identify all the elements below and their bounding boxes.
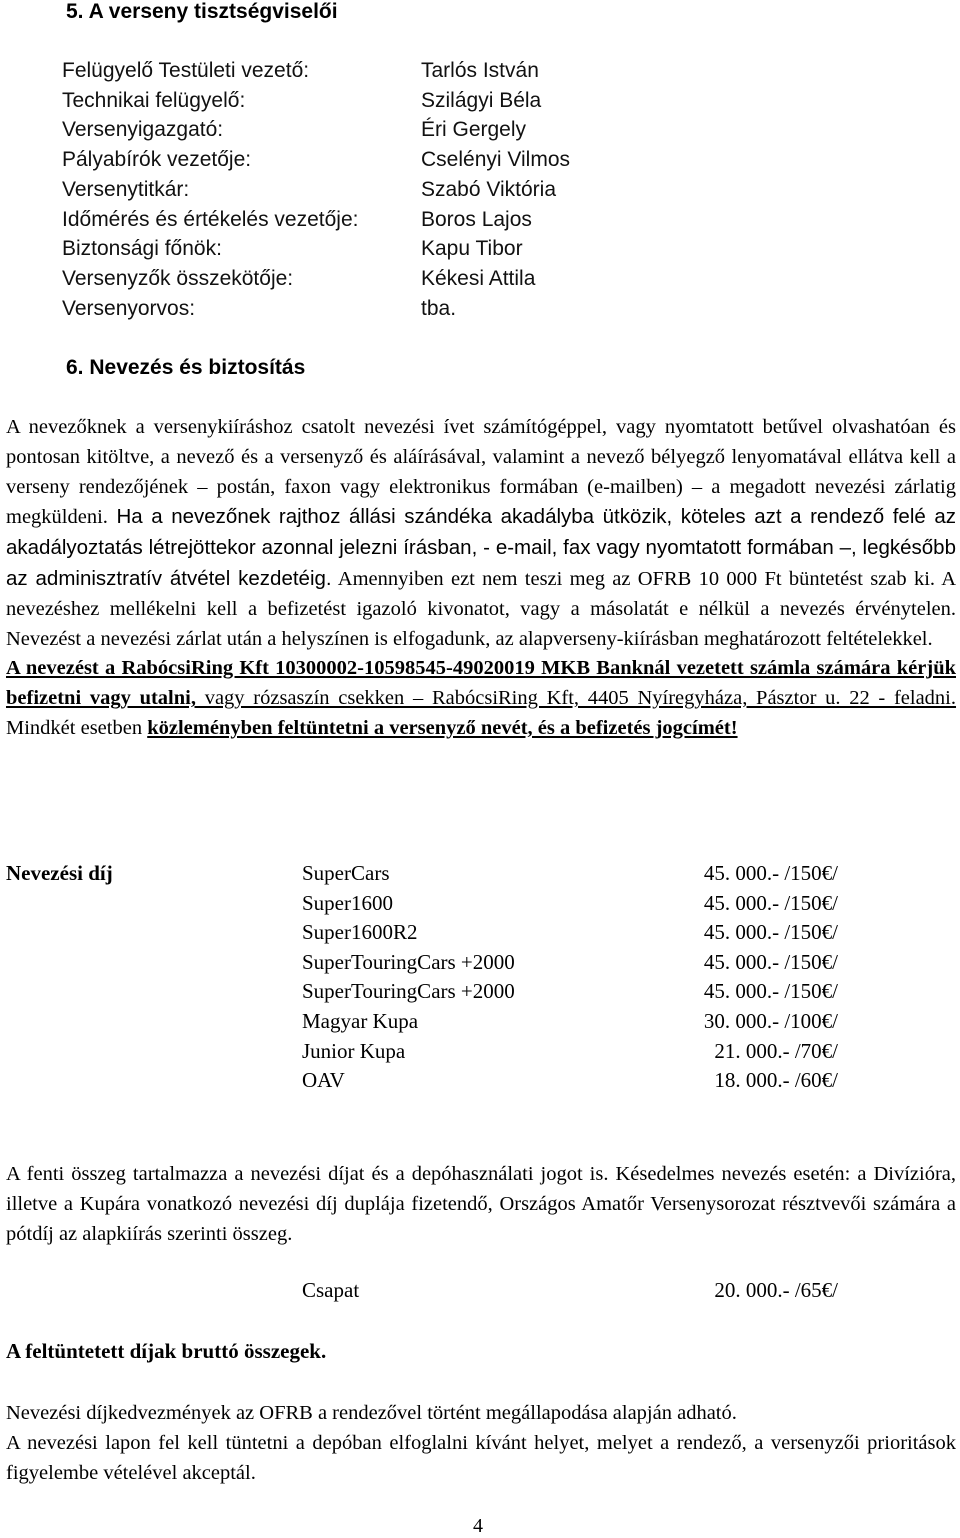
entry-text-b: Ha a nevezőnek rajthoz állási szándéka akadályba ütközik, köteles azt a rendező felé az akadályoztatás létrejöttekor azonnal jelezni írásban, - e-mail, fax vagy nyomtatott formában –, legkésőbb az adminisztratív átvétel kezdetéig. <box>6 505 956 590</box>
official-name: Szilágyi Béla <box>421 88 542 112</box>
payment-plain: vagy rózsaszín csekken – RabócsiRing Kft, 4405 Nyíregyháza, Pásztor u. 22 - feladni. <box>195 687 957 710</box>
fee-amount: 45. 000.- /150€/ <box>703 861 838 885</box>
fee-label: Nevezési díj <box>6 861 113 885</box>
section-6-heading: 6. Nevezés és biztosítás <box>66 356 306 379</box>
fee-amount: 18. 000.- /60€/ <box>714 1068 838 1093</box>
official-name: Kékesi Attila <box>421 266 536 290</box>
official-name: tba. <box>421 296 457 320</box>
payment-bold: A nevezést a RabócsiRing Kft 10300002-10598545-49020019 MKB Banknál vezetett számla számára kérjük befizetni vagy utalni, <box>6 657 956 710</box>
entry-text-c: Amennyiben ezt nem teszi meg az OFRB 10 000 Ft büntetést szab ki. A nevezéshez mellékelni kell a befizetést igazoló kivonatot, vagy a másolatát e nélkül a nevezés érvénytelen. Nevezést a nevezési zárlat után a helyszínen is elfogadunk, az alapverseny-kiírásban meghatározott feltételekkel. <box>6 567 956 650</box>
section-5-heading: 5. A verseny tisztségviselői <box>66 0 338 23</box>
page-number: 4 <box>473 1515 483 1537</box>
official-role: Versenyorvos: <box>62 296 196 320</box>
fee-category: Super1600 <box>302 890 393 915</box>
official-name: Szabó Viktória <box>421 177 557 201</box>
fee-amount: 30. 000.- /100€/ <box>703 1009 838 1033</box>
official-name: Tarlós István <box>421 59 539 82</box>
official-name: Cselényi Vilmos <box>421 148 570 172</box>
official-role: Versenyzők összekötője: <box>62 266 294 290</box>
fee-category: Super1600R2 <box>302 920 418 945</box>
official-name: Boros Lajos <box>421 207 532 231</box>
team-category: Csapat <box>302 1278 360 1302</box>
entry-paragraph <box>6 413 956 744</box>
fee-amount: 45. 000.- /150€/ <box>703 979 838 1004</box>
official-name: Kapu Tibor <box>421 237 523 261</box>
fee-category: OAV <box>302 1068 345 1093</box>
fee-note: A fenti összeg tartalmazza a nevezési díjat és a depóhasználati jogot is. Késedelmes nevezés esetén: a Divízióra, illetve a Kupára vonatkozó nevezési díj duplája fizetendő, Országos Amatőr Versenysorozat résztvevői számára a pótdíj az alapkiírás szerinti összeg. <box>6 1163 956 1245</box>
discount-note: Nevezési díjkedvezmények az OFRB a rendezővel történt megállapodása alapján adható. <box>6 1402 737 1424</box>
fee-category: SuperTouringCars +2000 <box>302 979 515 1004</box>
fee-category: SuperCars <box>302 861 390 885</box>
fee-amount: 45. 000.- /150€/ <box>703 949 838 974</box>
fee-amount: 21. 000.- /70€/ <box>714 1038 838 1063</box>
depot-note: A nevezési lapon fel kell tüntetni a depóban elfoglalni kívánt helyet, melyet a rendező, a versenyzői prioritások figyelembe vételével akceptál. <box>6 1432 956 1484</box>
entry-text-a: A nevezőknek a versenykiíráshoz csatolt nevezési ívet számítógéppel, vagy nyomtatott betűvel olvashatóan és pontosan kitöltve, a nevező és a versenyző és aláírásával, valamint a nevező bélyegző lenyomatával ellátva kell a verseny rendezőjének – postán, faxon vagy elektronikus formában (e-mailben) – a megadott nevezési zárlatig megküldeni. <box>6 416 956 529</box>
official-role: Biztonsági főnök: <box>62 237 222 261</box>
fee-amount: 45. 000.- /150€/ <box>703 920 838 945</box>
official-role: Versenytitkár: <box>62 177 190 201</box>
fee-category: SuperTouringCars +2000 <box>302 949 515 974</box>
payment-bold-2: közleményben feltüntetni a versenyző nevét, és a befizetés jogcímét! <box>147 716 738 739</box>
official-name: Éri Gergely <box>421 118 527 142</box>
fee-category: Magyar Kupa <box>302 1009 419 1033</box>
team-amount: 20. 000.- /65€/ <box>714 1278 838 1302</box>
official-role: Felügyelő Testületi vezető: <box>62 59 310 82</box>
fee-amount: 45. 000.- /150€/ <box>703 890 838 915</box>
official-role: Technikai felügyelő: <box>62 88 246 112</box>
payment-plain-2: Mindkét esetben <box>6 716 148 739</box>
gross-note: A feltüntetett díjak bruttó összegek. <box>6 1339 327 1363</box>
official-role: Versenyigazgató: <box>62 118 224 142</box>
fee-category: Junior Kupa <box>302 1038 406 1063</box>
official-role: Időmérés és értékelés vezetője: <box>62 207 359 231</box>
official-role: Pályabírók vezetője: <box>62 148 252 172</box>
